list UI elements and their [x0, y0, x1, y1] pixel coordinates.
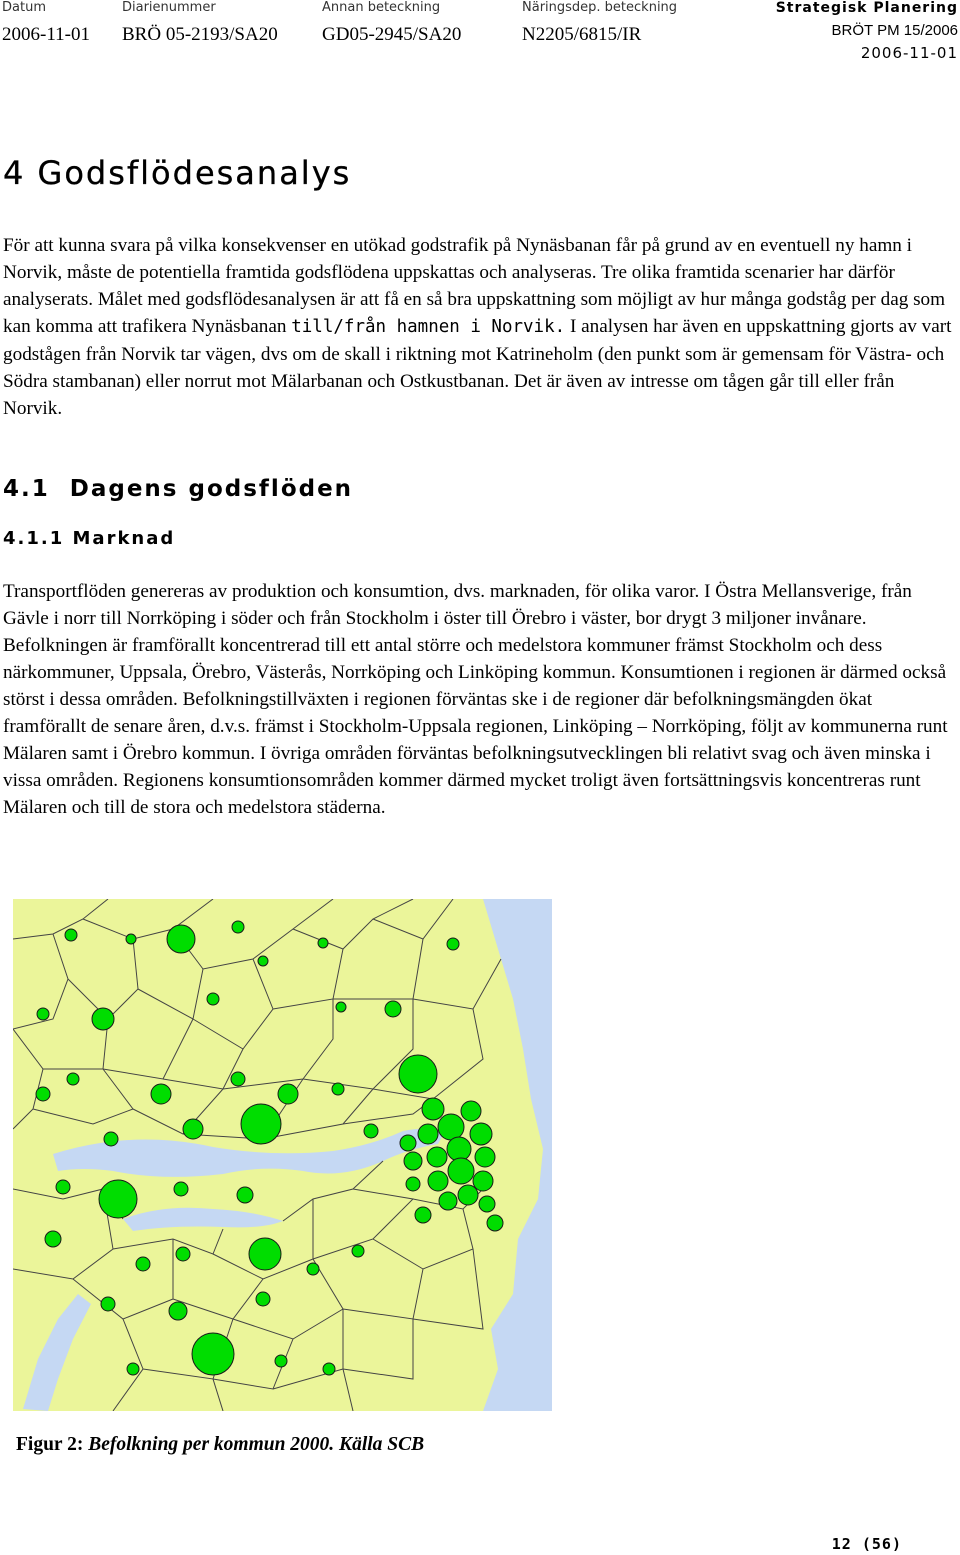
population-circle	[151, 1084, 171, 1104]
population-circle	[332, 1083, 344, 1095]
intro-text-b: till/från hamnen i Norvik.	[291, 317, 566, 337]
population-circle	[67, 1073, 79, 1085]
population-circle	[399, 1055, 437, 1093]
figure-caption-label: Figur 2:	[16, 1434, 84, 1455]
population-circle	[237, 1187, 253, 1203]
population-circle	[126, 934, 136, 944]
population-circle	[323, 1363, 335, 1375]
population-circle	[278, 1084, 298, 1104]
subsection-title: 4.1.1 Marknad	[3, 528, 176, 549]
population-map	[13, 899, 552, 1411]
section-title: 4.1 Dagens godsflöden	[3, 476, 354, 502]
report-date: 2006-11-01	[860, 44, 958, 62]
population-circle	[167, 925, 195, 953]
population-circle	[136, 1257, 150, 1271]
population-circle	[352, 1245, 364, 1257]
population-circle	[169, 1302, 187, 1320]
population-circle	[428, 1171, 448, 1191]
population-circle	[448, 1158, 474, 1184]
population-circle	[461, 1101, 481, 1121]
population-circle	[400, 1135, 416, 1151]
population-circle	[104, 1132, 118, 1146]
population-circle	[473, 1171, 493, 1191]
population-circle	[364, 1124, 378, 1138]
page-number: 12 (56)	[831, 1535, 902, 1553]
population-circle	[232, 921, 244, 933]
population-circle	[475, 1147, 495, 1167]
figure-caption-text: Befolkning per kommun 2000. Källa SCB	[88, 1434, 425, 1455]
ministry-reference-value: N2205/6815/IR	[522, 24, 642, 45]
population-circle	[447, 1137, 471, 1161]
population-circle	[336, 1002, 346, 1012]
population-circle	[439, 1192, 457, 1210]
population-circle	[192, 1333, 234, 1375]
population-circle	[174, 1182, 188, 1196]
population-circle	[101, 1297, 115, 1311]
population-circle	[127, 1363, 139, 1375]
population-circle	[415, 1207, 431, 1223]
population-circle	[406, 1177, 420, 1191]
population-circle	[479, 1196, 495, 1212]
population-circle	[385, 1001, 401, 1017]
diary-label: Diarienummer	[122, 0, 216, 15]
population-circle	[65, 929, 77, 941]
population-circle	[447, 938, 459, 950]
population-circle	[207, 993, 219, 1005]
population-circle	[438, 1114, 464, 1140]
other-reference-label: Annan beteckning	[322, 0, 441, 15]
population-circle	[36, 1087, 50, 1101]
population-circle	[241, 1104, 281, 1144]
population-circle	[37, 1008, 49, 1020]
population-circle	[404, 1152, 422, 1170]
intro-text-a: För att kunna svara på vilka konsekvenser en utökad godstrafik på Nynäsbanan får på grund av en eventuell ny hamn i Norvik, måste de potentiella framtida godsflödena uppskattas och analyseras. Tre olika framtida scenarier har därför analyserats. Målet med godsflödesanalysen är att få en så bra uppskattning som möjligt av hur många godståg per dag som kan komma att trafikera Nynäsbanan	[3, 235, 946, 337]
population-circle	[258, 956, 268, 966]
intro-text-c: I analysen har även en uppskattning gjorts av vart godstågen från Norvik tar vägen, dvs om de skall i riktning mot Katrineholm (den punkt som är gemensam för Västra- och Södra stambanan) eller norrut mot Mälarbanan och Ostkustbanan. Det är även av intresse om tågen går till eller från Norvik.	[3, 316, 952, 419]
population-circle	[458, 1185, 478, 1205]
population-circle	[427, 1147, 447, 1167]
ministry-reference-label: Näringsdep. beteckning	[522, 0, 678, 15]
other-reference-value: GD05-2945/SA20	[322, 24, 462, 45]
population-circle	[231, 1072, 245, 1086]
chapter-title: 4 Godsflödesanalys	[3, 154, 352, 192]
population-circle	[487, 1215, 503, 1231]
figure-caption	[16, 1434, 424, 1456]
population-circle	[92, 1008, 114, 1030]
population-circle	[307, 1263, 319, 1275]
population-circle	[249, 1238, 281, 1270]
market-paragraph: Transportflöden genereras av produktion och konsumtion, dvs. marknaden, för olika varor. I Östra Mellansverige, från Gävle i norr till Norrköping i söder och från Stockholm i öster till Örebro i väster, bor drygt 3 miljoner invånare. Befolkningen är framförallt koncentrerad till ett antal större och medelstora kommuner främst Stockholm och dess närkommuner, Uppsala, Örebro, Västerås, Norrköping och Linköping kommun. Konsumtionen i regionen är därmed också störst i dessa områden. Befolkningstillväxten i regionen förväntas ske i de regioner där befolkningsmängden ökat framförallt de senare åren, d.v.s. främst i Stockholm-Uppsala regionen, Linköping – Norrköping, följt av kommunerna runt Mälaren samt i Örebro kommun. I övriga områden förväntas befolkningsutvecklingen bli relativt svag och även minska i vissa områden. Regionens konsumtionsområden kommer därmed mycket troligt även fortsättningsvis koncentreras runt Mälaren och till de stora och medelstora städerna.	[3, 581, 948, 818]
population-circle	[318, 938, 328, 948]
population-circle	[418, 1124, 438, 1144]
report-number: BRÖT PM 15/2006	[831, 22, 958, 39]
date-label: Datum	[2, 0, 46, 15]
population-circle	[56, 1180, 70, 1194]
population-circle	[183, 1119, 203, 1139]
population-circle	[275, 1355, 287, 1367]
population-circle	[45, 1231, 61, 1247]
diary-value: BRÖ 05-2193/SA20	[122, 24, 278, 45]
population-circle	[470, 1123, 492, 1145]
population-circle	[256, 1292, 270, 1306]
population-circle	[176, 1247, 190, 1261]
intro-paragraph	[3, 232, 958, 422]
organization-name: Strategisk Planering	[775, 0, 958, 16]
population-circle	[99, 1180, 137, 1218]
population-circle	[422, 1098, 444, 1120]
date-value: 2006-11-01	[2, 24, 90, 45]
